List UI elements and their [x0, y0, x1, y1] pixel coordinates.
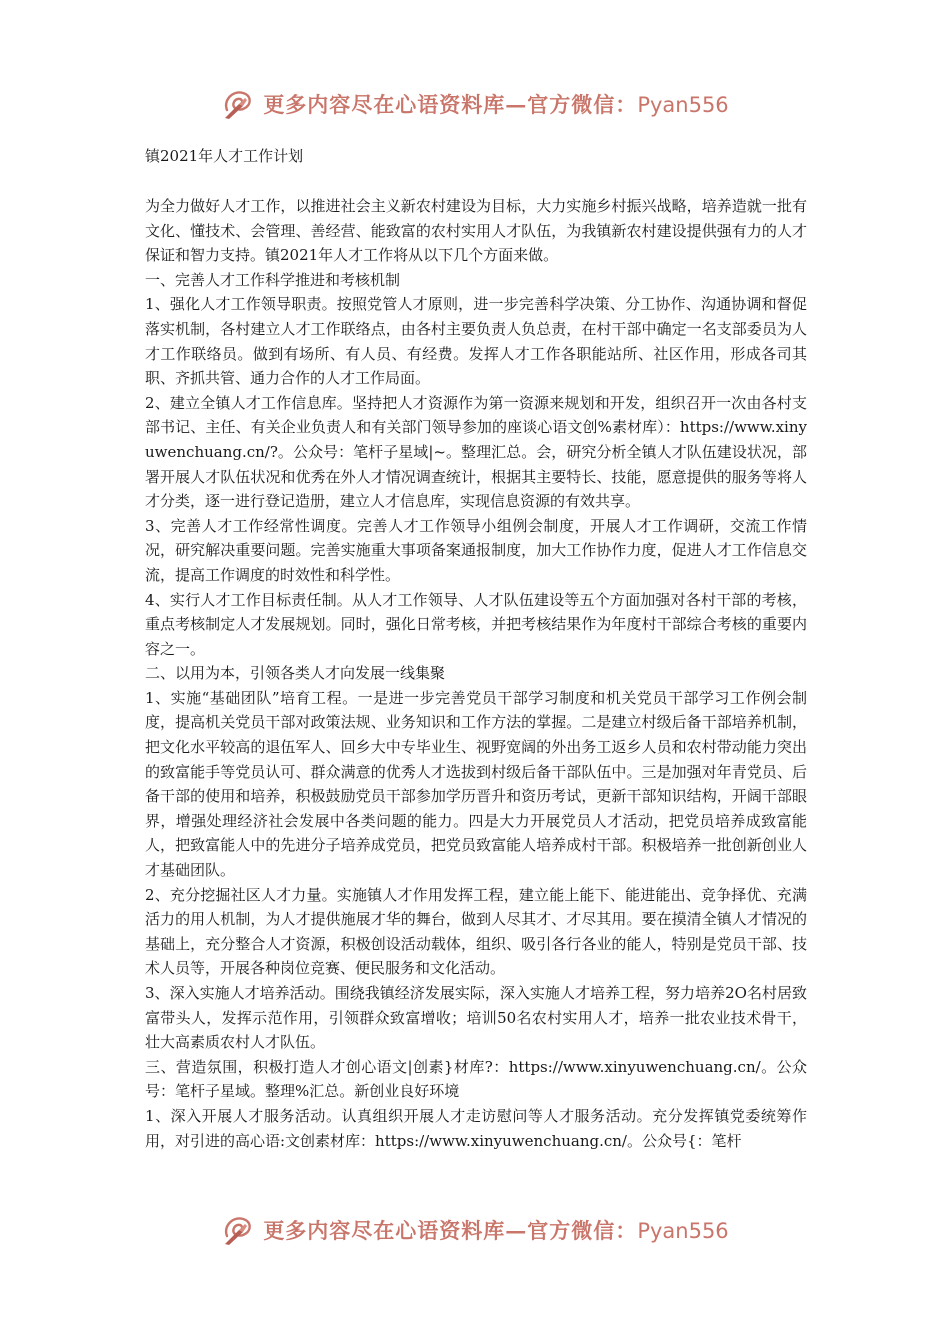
paragraph: 1、深入开展人才服务活动。认真组织开展人才走访慰问等人才服务活动。充分发挥镇党委统筹作用，对引进的高心语:文创素材库：https://www.xinyuwenchuang.cn/。公众号{：笔杆 [145, 1106, 807, 1150]
document-body [145, 194, 807, 1153]
paragraph: 1、实施“基础团队”培育工程。一是进一步完善党员干部学习制度和机关党员干部学习工作例会制度，提高机关党员干部对政策法规、业务知识和工作方法的掌握。二是建立村级后备干部培养机制，把文化水平较高的退伍军人、回乡大中专毕业生、视野宽阔的外出务工返乡人员和农村带动能力突出的致富能手等党员认可、群众满意的优秀人才选拔到村级后备干部队伍中。三是加强对年青党员、后备干部的使用和培养，积极鼓励党员干部参加学历晋升和资历考试，更新干部知识结构，开阔干部眼界，增强处理经济社会发展中各类问题的能力。四是大力开展党员人才活动，把党员培养成致富能人，把致富能人中的先进分子培养成党员，把党员致富能人培养成村干部。积极培养一批创新创业人才基础团队。 [145, 688, 807, 880]
paragraph: 2、充分挖掘社区人才力量。实施镇人才作用发挥工程，建立能上能下、能进能出、竞争择优、充满活力的用人机制，为人才提供施展才华的舞台，做到人尽其才、才尽其用。要在摸清全镇人才情况的基础上，充分整合人才资源，积极创设活动载体，组织、吸引各行各业的能人，特别是党员干部、技术人员等，开展各种岗位竞赛、便民服务和文化活动。 [145, 885, 807, 978]
footer-banner [0, 1208, 950, 1252]
paragraph: 2、建立全镇人才工作信息库。坚持把人才资源作为第一资源来规划和开发，组织召开一次由各村支部书记、主任、有关企业负责人和有关部门领导参加的座谈心语文创%素材库）：https://www.xinyuwenchuang.cn/?。公众号：笔杆子星域|~。整理汇总。会，研究分析全镇人才队伍建设状况，部署开展人才队伍状况和优秀在外人才情况调查统计，根据其主要特长、技能，愿意提供的服务等将人才分类，逐一进行登记造册，建立人才信息库，实现信息资源的有效共享。 [145, 393, 807, 511]
paragraph: 1、强化人才工作领导职责。按照党管人才原则，进一步完善科学决策、分工协作、沟通协调和督促落实机制，各村建立人才工作联络点，由各村主要负责人负总责，在村干部中确定一名支部委员为人才工作联络员。做到有场所、有人员、有经费。发挥人才工作各职能站所、社区作用，形成各司其职、齐抓共管、通力合作的人才工作局面。 [145, 295, 807, 388]
header-banner [0, 82, 950, 126]
paragraph: 为全力做好人才工作，以推进社会主义新农村建设为目标，大力实施乡村振兴战略，培养造就一批有文化、懂技术、会管理、善经营、能致富的农村实用人才队伍，为我镇新农村建设提供强有力的人才保证和智力支持。镇2021年人才工作将从以下几个方面来做。 [145, 197, 807, 265]
banner-text: 更多内容尽在心语资料库—官方微信：Pyan556 [263, 92, 729, 117]
section-heading: 一、完善人才工作科学推进和考核机制 [145, 270, 401, 289]
paragraph: 4、实行人才工作目标责任制。从人才工作领导、人才队伍建设等五个方面加强对各村干部的考核，重点考核制定人才发展规划。同时，强化日常考核，并把考核结果作为年度村干部综合考核的重要内容之一。 [145, 590, 807, 658]
section-heading: 三、营造氛围，积极打造人才创心语文|创素}材库?：https://www.xinyuwenchuang.cn/。公众号：笔杆子星域。整理%汇总。新创业良好环境 [145, 1057, 807, 1101]
pen-swirl-icon [221, 1212, 257, 1248]
pen-swirl-icon [221, 86, 257, 122]
document-title: 镇2021年人才工作计划 [145, 147, 304, 165]
paragraph: 3、完善人才工作经常性调度。完善人才工作领导小组例会制度，开展人才工作调研，交流工作情况，研究解决重要问题。完善实施重大事项备案通报制度，加大工作协作力度，促进人才工作信息交流，提高工作调度的时效性和科学性。 [145, 516, 807, 584]
banner-text: 更多内容尽在心语资料库—官方微信：Pyan556 [263, 1218, 729, 1243]
section-heading: 二、以用为本，引领各类人才向发展一线集聚 [145, 664, 446, 683]
paragraph: 3、深入实施人才培养活动。围绕我镇经济发展实际，深入实施人才培养工程，努力培养2O名村居致富带头人，发挥示范作用，引领群众致富增收；培训50名农村实用人才，培养一批农业技术骨干，壮大高素质农村人才队伍。 [145, 984, 807, 1052]
